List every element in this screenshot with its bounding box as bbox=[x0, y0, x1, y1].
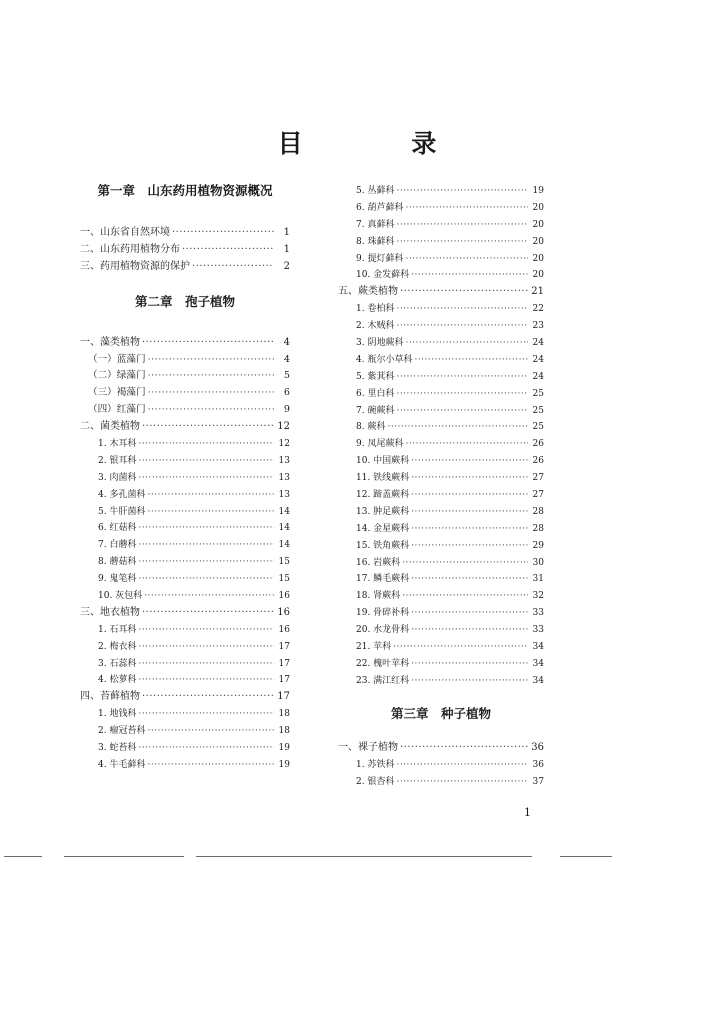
toc-entry bbox=[338, 217, 544, 234]
dot-leader bbox=[147, 487, 274, 504]
toc-entry-label: 8. 蘑菇科 bbox=[98, 557, 137, 568]
toc-entry-page: 2 bbox=[283, 260, 290, 272]
toc-entry-page: 19 bbox=[278, 743, 290, 754]
toc-entry-page: 30 bbox=[532, 557, 544, 568]
dot-leader bbox=[411, 656, 528, 673]
toc-entry-page: 18 bbox=[278, 726, 290, 737]
dot-leader bbox=[396, 774, 528, 791]
right-entries bbox=[338, 183, 544, 690]
dot-leader bbox=[144, 588, 274, 605]
toc-entry-page: 26 bbox=[532, 439, 544, 450]
toc-entry-label: 13. 肿足蕨科 bbox=[356, 506, 410, 517]
dot-leader bbox=[192, 259, 274, 276]
toc-entry bbox=[338, 571, 544, 588]
toc-entry bbox=[80, 368, 290, 385]
toc-entry-page: 23 bbox=[532, 321, 544, 332]
toc-entry-label: 5. 丛藓科 bbox=[356, 186, 395, 196]
toc-entry-label: 23. 满江红科 bbox=[356, 675, 410, 686]
toc-entry-label: 11. 铁线蕨科 bbox=[356, 473, 410, 484]
dot-leader bbox=[402, 555, 528, 572]
toc-entry bbox=[338, 470, 544, 487]
dot-leader bbox=[396, 301, 528, 318]
dot-leader bbox=[148, 402, 274, 419]
toc-entry-label: 6. 红菇科 bbox=[98, 523, 137, 534]
dot-leader bbox=[138, 554, 274, 571]
toc-entry-page: 16 bbox=[277, 606, 290, 618]
toc-entry-page: 13 bbox=[278, 455, 290, 466]
dot-leader bbox=[138, 436, 274, 453]
toc-entry-label: 21. 苹科 bbox=[356, 642, 392, 653]
toc-entry-page: 15 bbox=[278, 574, 290, 585]
toc-entry-label: 4. 多孔菌科 bbox=[98, 489, 146, 500]
toc-entry bbox=[338, 369, 544, 386]
dot-leader bbox=[396, 318, 528, 335]
toc-entry bbox=[338, 386, 544, 403]
toc-entry bbox=[80, 639, 290, 656]
toc-entry-page: 20 bbox=[532, 202, 544, 213]
toc-entry-page: 4 bbox=[283, 353, 290, 365]
toc-entry-page: 27 bbox=[532, 473, 544, 484]
toc-entry-page: 34 bbox=[532, 675, 544, 686]
toc-entry-page: 12 bbox=[277, 421, 290, 433]
dot-leader bbox=[411, 453, 528, 470]
toc-entry bbox=[338, 436, 544, 453]
dot-leader bbox=[142, 689, 274, 706]
toc-entry bbox=[80, 402, 290, 419]
toc-entry-label: 3. 肉菌科 bbox=[98, 472, 137, 483]
toc-entry bbox=[338, 774, 544, 791]
toc-entry-label: 三、地衣植物 bbox=[80, 606, 140, 618]
toc-entry-page: 36 bbox=[532, 759, 544, 770]
toc-entry bbox=[338, 335, 544, 352]
toc-entry-label: 14. 金星蕨科 bbox=[356, 523, 410, 534]
toc-entry-page: 13 bbox=[278, 489, 290, 500]
dot-leader bbox=[411, 470, 528, 487]
toc-entry-label: 10. 灰包科 bbox=[98, 591, 143, 602]
toc-entry-label: 10. 金发藓科 bbox=[356, 270, 410, 281]
toc-entry-page: 33 bbox=[532, 625, 544, 636]
toc-entry-page: 4 bbox=[283, 336, 290, 348]
toc-entry-label: 2. 梅衣科 bbox=[98, 641, 137, 652]
toc-entry-page: 20 bbox=[532, 219, 544, 230]
dot-leader bbox=[411, 504, 528, 521]
toc-entry-page: 16 bbox=[278, 624, 290, 635]
toc-entry-page: 34 bbox=[532, 658, 544, 669]
dot-leader bbox=[138, 520, 274, 537]
dot-leader bbox=[396, 217, 528, 234]
toc-entry-label: 1. 地钱科 bbox=[98, 709, 137, 720]
dot-leader bbox=[396, 369, 528, 386]
dot-leader bbox=[138, 672, 274, 689]
dot-leader bbox=[411, 267, 528, 284]
toc-entry bbox=[338, 555, 544, 572]
dot-leader bbox=[396, 183, 528, 200]
toc-entry-label: 一、裸子植物 bbox=[338, 741, 398, 753]
toc-entry bbox=[338, 639, 544, 656]
toc-entry-label: （二）绿藻门 bbox=[88, 370, 146, 382]
chapter3-entries bbox=[338, 740, 544, 791]
dot-leader bbox=[138, 706, 274, 723]
toc-entry-page: 20 bbox=[532, 270, 544, 281]
toc-entry-label: 4. 松萝科 bbox=[98, 675, 137, 686]
toc-entry bbox=[80, 225, 290, 242]
dot-leader bbox=[138, 470, 274, 487]
toc-entry-page: 25 bbox=[532, 388, 544, 399]
toc-entry-page: 19 bbox=[532, 186, 544, 196]
toc-entry-page: 14 bbox=[278, 523, 290, 534]
toc-entry bbox=[338, 200, 544, 217]
toc-left-column bbox=[80, 181, 290, 774]
toc-entry bbox=[80, 757, 290, 774]
toc-entry-label: 9. 鬼笔科 bbox=[98, 574, 137, 585]
toc-entry-label: 20. 水龙骨科 bbox=[356, 625, 410, 636]
toc-entry-page: 20 bbox=[532, 253, 544, 264]
toc-entry bbox=[338, 352, 544, 369]
toc-entry bbox=[80, 706, 290, 723]
toc-entry-page: 19 bbox=[278, 759, 290, 770]
toc-entry bbox=[338, 588, 544, 605]
toc-entry-page: 27 bbox=[532, 490, 544, 501]
toc-entry-page: 32 bbox=[532, 591, 544, 602]
toc-entry bbox=[80, 605, 290, 622]
dot-leader bbox=[142, 335, 274, 352]
dot-leader bbox=[148, 368, 274, 385]
dot-leader bbox=[138, 453, 274, 470]
toc-entry-label: 4. 牛毛藓科 bbox=[98, 759, 146, 770]
toc-entry-label: 7. 碗蕨科 bbox=[356, 405, 395, 416]
toc-entry-page: 24 bbox=[532, 371, 544, 382]
toc-entry-page: 25 bbox=[532, 405, 544, 416]
toc-entry-label: 3. 石蕊科 bbox=[98, 658, 137, 669]
toc-entry bbox=[80, 436, 290, 453]
toc-entry-label: 8. 蕨科 bbox=[356, 422, 386, 433]
dot-leader bbox=[402, 588, 528, 605]
toc-entry bbox=[80, 335, 290, 352]
dot-leader bbox=[411, 538, 528, 555]
toc-entry bbox=[338, 453, 544, 470]
toc-entry bbox=[80, 504, 290, 521]
toc-entry-label: 2. 木贼科 bbox=[356, 321, 395, 332]
toc-entry-label: （一）蓝藻门 bbox=[88, 353, 146, 365]
toc-entry-label: 16. 岩蕨科 bbox=[356, 557, 401, 568]
toc-entry bbox=[338, 605, 544, 622]
dot-leader bbox=[396, 403, 528, 420]
toc-entry-page: 9 bbox=[283, 404, 290, 416]
toc-entry bbox=[80, 470, 290, 487]
toc-entry-page: 14 bbox=[278, 506, 290, 517]
toc-entry-label: 17. 鳞毛蕨科 bbox=[356, 574, 410, 585]
toc-entry-page: 22 bbox=[532, 304, 544, 315]
dot-leader bbox=[396, 757, 528, 774]
toc-entry-label: 一、山东省自然环境 bbox=[80, 227, 170, 238]
toc-entry-label: 4. 瓶尔小草科 bbox=[356, 354, 413, 365]
toc-entry bbox=[338, 301, 544, 318]
dot-leader bbox=[414, 352, 528, 369]
dot-leader bbox=[138, 639, 274, 656]
toc-entry bbox=[338, 757, 544, 774]
toc-entry-label: 一、藻类植物 bbox=[80, 336, 140, 348]
dot-leader bbox=[138, 537, 274, 554]
dot-leader bbox=[138, 571, 274, 588]
dot-leader bbox=[172, 225, 274, 242]
toc-entry-page: 17 bbox=[278, 641, 290, 652]
toc-entry bbox=[80, 419, 290, 436]
toc-entry bbox=[80, 740, 290, 757]
toc-entry-page: 12 bbox=[278, 439, 290, 450]
chapter2-entries bbox=[80, 335, 290, 774]
dot-leader bbox=[405, 200, 528, 217]
toc-entry-label: 2. 银杏科 bbox=[356, 776, 395, 787]
chapter-heading: 第一章 山东药用植物资源概况 bbox=[97, 183, 273, 198]
toc-entry-label: 1. 苏铁科 bbox=[356, 759, 395, 770]
toc-entry-page: 24 bbox=[532, 338, 544, 349]
toc-entry bbox=[338, 267, 544, 284]
toc-entry-label: 1. 木耳科 bbox=[98, 439, 137, 450]
toc-entry-page: 5 bbox=[283, 370, 290, 382]
toc-entry bbox=[80, 588, 290, 605]
dot-leader bbox=[396, 386, 528, 403]
toc-entry-label: 6. 里白科 bbox=[356, 388, 395, 399]
toc-entry bbox=[338, 403, 544, 420]
toc-entry-page: 15 bbox=[278, 557, 290, 568]
toc-entry-label: 2. 银耳科 bbox=[98, 455, 137, 466]
toc-entry-page: 31 bbox=[532, 574, 544, 585]
toc-entry-page: 17 bbox=[278, 675, 290, 686]
toc-entry-label: （四）红藻门 bbox=[88, 404, 146, 416]
dot-leader bbox=[182, 242, 274, 259]
toc-entry bbox=[80, 622, 290, 639]
dot-leader bbox=[387, 419, 528, 436]
bottom-rule bbox=[196, 856, 532, 857]
dot-leader bbox=[411, 571, 528, 588]
dot-leader bbox=[411, 605, 528, 622]
dot-leader bbox=[411, 673, 528, 690]
dot-leader bbox=[138, 622, 274, 639]
toc-entry bbox=[338, 487, 544, 504]
toc-entry bbox=[80, 453, 290, 470]
dot-leader bbox=[405, 335, 528, 352]
toc-entry bbox=[80, 689, 290, 706]
toc-entry-page: 21 bbox=[531, 286, 544, 298]
toc-entry-page: 6 bbox=[283, 387, 290, 399]
toc-entry bbox=[80, 487, 290, 504]
toc-entry-page: 1 bbox=[283, 243, 290, 255]
dot-leader bbox=[400, 740, 528, 757]
toc-entry bbox=[338, 673, 544, 690]
toc-entry-label: （三）褐藻门 bbox=[88, 387, 146, 399]
dot-leader bbox=[396, 234, 528, 251]
toc-entry bbox=[338, 284, 544, 301]
chapter-heading: 第二章 孢子植物 bbox=[134, 293, 235, 309]
toc-entry bbox=[338, 538, 544, 555]
toc-entry-label: 四、苔藓植物 bbox=[80, 691, 140, 703]
toc-entry bbox=[338, 183, 544, 200]
dot-leader bbox=[405, 251, 528, 268]
toc-entry-label: 18. 肾蕨科 bbox=[356, 591, 401, 602]
toc-entry-page: 26 bbox=[532, 456, 544, 467]
chapter1-entries bbox=[80, 225, 290, 276]
toc-entry-label: 5. 牛肝菌科 bbox=[98, 506, 146, 517]
toc-entry-label: 五、蕨类植物 bbox=[338, 286, 398, 298]
toc-entry-label: 8. 珠藓科 bbox=[356, 236, 395, 247]
toc-entry-page: 17 bbox=[278, 658, 290, 669]
toc-entry-label: 9. 提灯藓科 bbox=[356, 253, 404, 264]
dot-leader bbox=[405, 436, 528, 453]
toc-entry bbox=[80, 656, 290, 673]
dot-leader bbox=[142, 605, 274, 622]
toc-entry bbox=[80, 259, 290, 276]
toc-entry-page: 25 bbox=[532, 422, 544, 433]
bottom-rule bbox=[4, 856, 42, 857]
bottom-rule bbox=[64, 856, 184, 857]
toc-entry-label: 1. 卷柏科 bbox=[356, 304, 395, 315]
dot-leader bbox=[411, 622, 528, 639]
bottom-rule bbox=[560, 856, 612, 857]
toc-entry-label: 7. 真藓科 bbox=[356, 219, 395, 230]
toc-entry-label: 6. 葫芦藓科 bbox=[356, 202, 404, 213]
dot-leader bbox=[411, 487, 528, 504]
dot-leader bbox=[148, 352, 274, 369]
toc-entry-label: 19. 骨碎补科 bbox=[356, 608, 410, 619]
toc-entry bbox=[80, 723, 290, 740]
toc-entry-label: 15. 铁角蕨科 bbox=[356, 540, 410, 551]
dot-leader bbox=[393, 639, 528, 656]
toc-entry bbox=[80, 672, 290, 689]
toc-entry bbox=[80, 385, 290, 402]
toc-entry bbox=[338, 656, 544, 673]
toc-right-column bbox=[338, 183, 544, 790]
toc-entry-page: 16 bbox=[278, 591, 290, 602]
toc-entry-label: 二、菌类植物 bbox=[80, 421, 140, 433]
toc-entry-label: 二、山东药用植物分布 bbox=[80, 243, 180, 255]
toc-entry-page: 24 bbox=[532, 354, 544, 365]
dot-leader bbox=[147, 723, 274, 740]
toc-entry bbox=[80, 520, 290, 537]
toc-entry bbox=[80, 242, 290, 259]
toc-entry-label: 3. 阴地蕨科 bbox=[356, 338, 404, 349]
toc-entry bbox=[338, 234, 544, 251]
dot-leader bbox=[148, 385, 274, 402]
toc-entry bbox=[338, 740, 544, 757]
toc-entry bbox=[338, 504, 544, 521]
chapter-heading: 第三章 种子植物 bbox=[390, 705, 491, 721]
toc-entry-label: 5. 紫萁科 bbox=[356, 371, 395, 382]
page-title: 目 录 bbox=[277, 129, 487, 158]
toc-entry-page: 17 bbox=[277, 691, 290, 703]
dot-leader bbox=[138, 740, 274, 757]
toc-entry-page: 36 bbox=[531, 741, 544, 753]
toc-entry bbox=[338, 318, 544, 335]
toc-entry-page: 33 bbox=[532, 608, 544, 619]
toc-entry-label: 2. 瘤冠苔科 bbox=[98, 726, 146, 737]
toc-entry-page: 29 bbox=[532, 540, 544, 551]
toc-entry-label: 三、药用植物资源的保护 bbox=[80, 260, 190, 272]
toc-entry-page: 37 bbox=[532, 776, 544, 787]
dot-leader bbox=[400, 284, 528, 301]
toc-entry-label: 3. 蛇苔科 bbox=[98, 743, 137, 754]
toc-entry-label: 10. 中国蕨科 bbox=[356, 456, 410, 467]
toc-entry bbox=[338, 419, 544, 436]
toc-entry bbox=[80, 554, 290, 571]
toc-entry-page: 28 bbox=[532, 506, 544, 517]
toc-entry bbox=[338, 622, 544, 639]
toc-entry-label: 22. 槐叶苹科 bbox=[356, 658, 410, 669]
toc-entry-page: 28 bbox=[532, 523, 544, 534]
toc-entry-label: 12. 蹄盖蕨科 bbox=[356, 490, 410, 501]
toc-entry-page: 1 bbox=[283, 227, 290, 238]
dot-leader bbox=[142, 419, 274, 436]
page-number: 1 bbox=[524, 806, 531, 819]
dot-leader bbox=[138, 656, 274, 673]
toc-entry bbox=[338, 521, 544, 538]
toc-entry-page: 18 bbox=[278, 709, 290, 720]
toc-entry-label: 9. 凤尾蕨科 bbox=[356, 439, 404, 450]
toc-entry bbox=[80, 537, 290, 554]
toc-entry-page: 34 bbox=[532, 642, 544, 653]
toc-entry-page: 20 bbox=[532, 236, 544, 247]
toc-entry bbox=[338, 251, 544, 268]
toc-entry bbox=[80, 352, 290, 369]
dot-leader bbox=[147, 504, 274, 521]
dot-leader bbox=[411, 521, 528, 538]
toc-entry bbox=[80, 571, 290, 588]
toc-entry-label: 7. 白蘑科 bbox=[98, 540, 137, 551]
dot-leader bbox=[147, 757, 274, 774]
toc-entry-page: 14 bbox=[278, 540, 290, 551]
toc-entry-label: 1. 石耳科 bbox=[98, 624, 137, 635]
toc-entry-page: 13 bbox=[278, 472, 290, 483]
